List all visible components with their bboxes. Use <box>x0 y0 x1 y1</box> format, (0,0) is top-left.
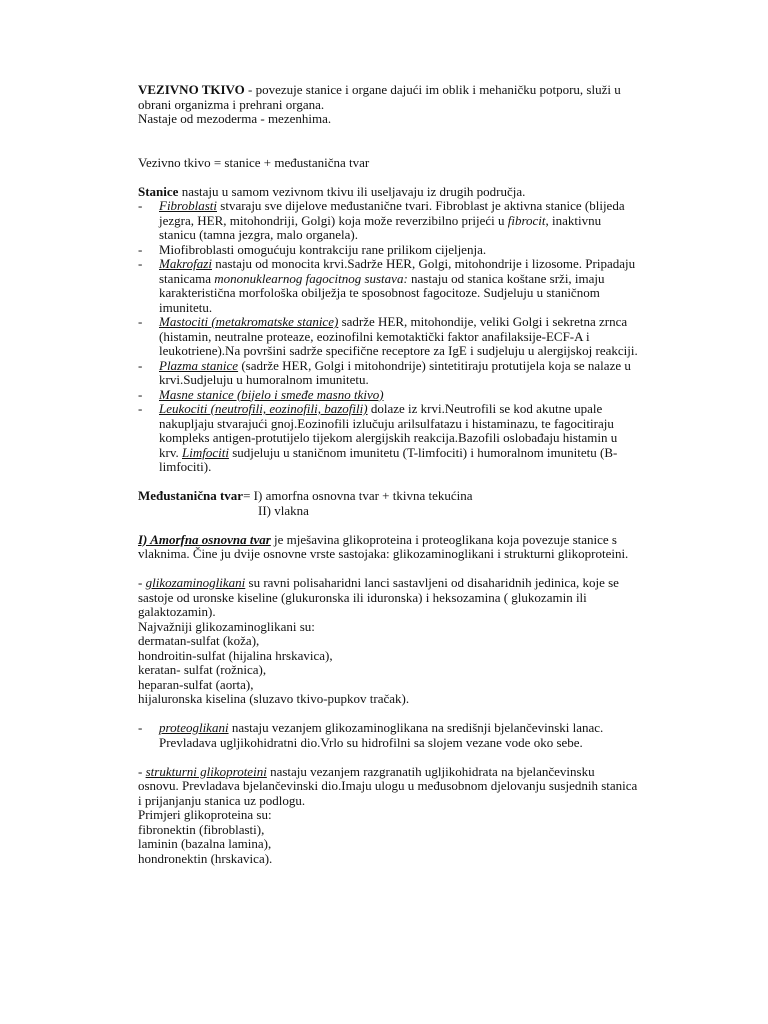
medjustanicna-heading: Međustanična tvar <box>138 488 244 503</box>
proteoglikani-list <box>138 721 638 750</box>
gag-term: glikozaminoglikani <box>145 575 246 590</box>
amorfna-paragraph: I) Amorfna osnovna tvar je mješavina glikoproteina i proteoglikana koja povezuje stanice s vlaknima. Čine ju dvije osnovne vrste sastojaka: glikozaminoglikani i strukturni glikoproteini. <box>138 531 629 561</box>
list-item: - Masne stanice (bijelo i smeđe masno tkivo) <box>138 388 638 403</box>
list-item: - Leukociti (neutrofili, eozinofili, bazofili) dolaze iz krvi.Neutrofili se kod akutne upale nakupljaju stvarajući gnoj.Eozinofili izlučuju arilsulfatazu i histaminazu, te fagocitiraju kompleks antigen-protutijelo tijekom alergijskih reakcija.Bazofili oslobađaju histamin u krv. Limfociti sudjeluju u staničnom imunitetu (T-limfociti) i humoralnom imunitetu (B-limfociti). <box>138 402 638 475</box>
list-item: hondroitin-sulfat (hijalina hrskavica), <box>138 647 333 663</box>
list-item: hondronektin (hrskavica). <box>138 850 273 866</box>
list-item: laminin (bazalna lamina), <box>138 836 272 851</box>
medjustanicna-line2: II) vlakna <box>258 502 309 518</box>
medjustanicna-line: Međustanična tvar= I) amorfna osnovna tvar + tkivna tekućina <box>138 488 473 503</box>
list-item: heparan-sulfat (aorta), <box>138 676 254 692</box>
list-item: - Miofibroblasti omogućuju kontrakciju rane prilikom cijeljenja. <box>138 243 638 258</box>
intro-text: - povezuje stanice i organe dajući im oblik i mehaničku potporu, služi u obrani organizma i prehrani organa. <box>138 82 621 112</box>
proteoglikani-paragraph: - proteoglikani nastaju vezanjem glikozaminoglikana na središnji bjelančevinski lanac. Prevladava ugljikohidratni dio.Vrlo su hidrofilni sa slojem vezane vode oko sebe. <box>138 721 638 750</box>
list-item: - Plazma stanice (sadrže HER, Golgi i mitohondrije) sintetitiraju protutijela koja se nalaze u krvi.Sudjeluju u humoralnom imunitetu. <box>138 359 638 388</box>
list-item: dermatan-sulfat (koža), <box>138 633 260 648</box>
list-item: - Mastociti (metakromatske stanice) sadrže HER, mitohondije, veliki Golgi i sekretna zrnca (histamin, neutralne proteaze, eozinofilni kemotaktički faktor anafilaksije-ECF-A i leukotriene).Na površini sadrže specifične receptore za IgE i sudjeluju u alergijskoj reakciji. <box>138 315 638 359</box>
intro-heading: VEZIVNO TKIVO <box>138 82 245 97</box>
amorfna-heading: I) Amorfna osnovna tvar <box>138 531 271 547</box>
intro-paragraph <box>138 83 638 112</box>
document-body <box>138 83 638 866</box>
list-item: - Makrofazi nastaju od monocita krvi.Sadrže HER, Golgi, mitohondrije i lizosome. Pripadaju stanicama mononuklearnog fagocitnog sustava: nastaju od stanica koštane srži, imaju karakteristična morfološka obilježja te sposobnost fagocitoze. Sudjeluju u staničnom imunitetu. <box>138 257 638 315</box>
intro-origin: Nastaje od mezoderma - mezenhima. <box>138 111 332 126</box>
strukturni-list-title: Primjeri glikoproteina su: <box>138 807 272 822</box>
formula-line: Vezivno tkivo = stanice + međustanična tvar <box>138 154 370 170</box>
list-item: hijaluronska kiselina (sluzavo tkivo-pupkov tračak). <box>138 691 410 706</box>
list-item: keratan- sulfat (rožnica), <box>138 662 267 677</box>
list-item: - Fibroblasti stvaraju sve dijelove međustanične tvari. Fibroblast je aktivna stanice (blijeda jezgra, HER, mitohondriji, Golgi) koja može reverzibilno prijeći u fibrocit, inaktivnu stanicu (tamna jezgra, malo organela). <box>138 199 638 243</box>
gag-paragraph: - glikozaminoglikani su ravni polisaharidni lanci sastavljeni od disaharidnih jedinica, koje se sastoje od uronske kiseline (glukuronska ili iduronska) i heksozamina ( glukozamin ili galaktozamin). <box>138 575 619 619</box>
list-item: fibronektin (fibroblasti), <box>138 821 265 837</box>
stanice-heading: Stanice <box>138 183 179 199</box>
stanice-paragraph <box>138 185 638 200</box>
stanice-text: nastaju u samom vezivnom tkivu ili useljavaju iz drugih područja. <box>178 183 526 199</box>
stanice-list <box>138 199 638 475</box>
gag-list-title: Najvažniji glikozaminoglikani su: <box>138 618 315 634</box>
proteoglikani-term: proteoglikani <box>159 720 229 735</box>
strukturni-term: strukturni glikoproteini <box>145 763 267 779</box>
strukturni-paragraph: - strukturni glikoproteini nastaju vezanjem razgranatih ugljikohidrata na bjelančevinsku osnovu. Prevladava bjelančevinski dio.Imaju ulogu u međusobnom djelovanju susjednih stanica i prijanjanju stanica uz podlogu. <box>138 763 638 808</box>
